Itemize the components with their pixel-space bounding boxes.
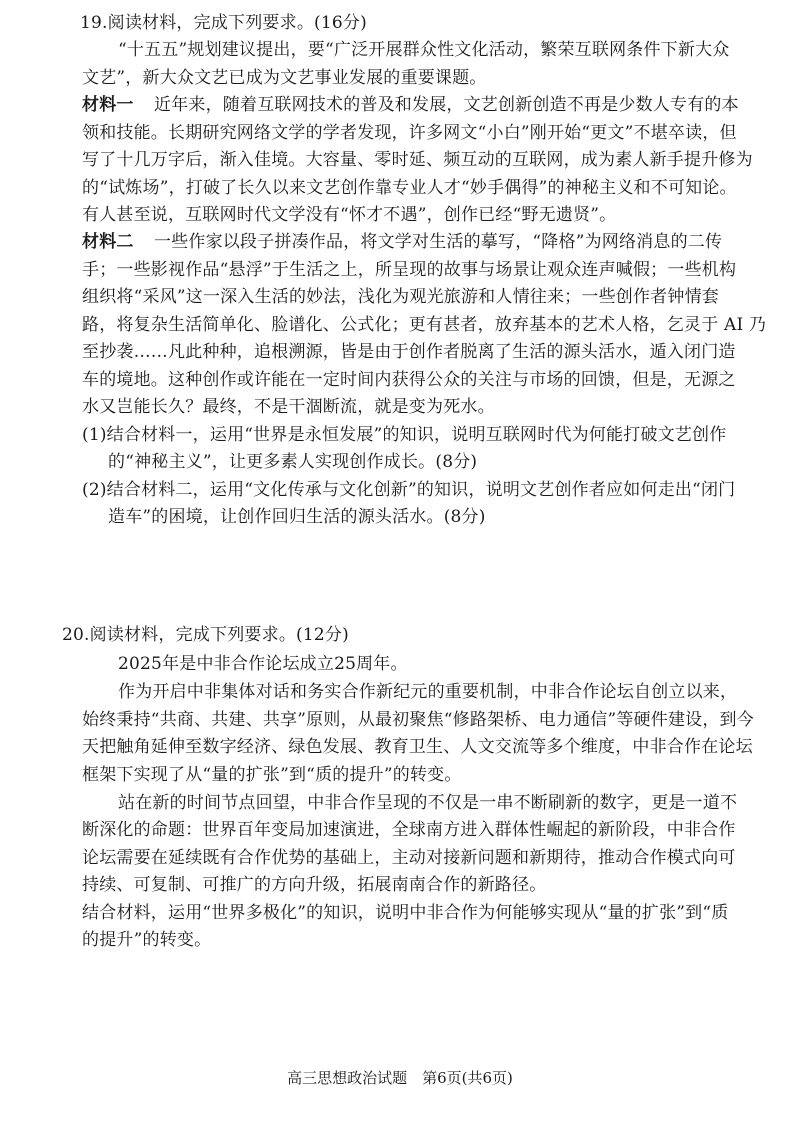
q19-material-2-line-7: 水又岂能长久？最终，不是干涸断流，就是变为死水。 [82, 397, 495, 417]
q19-material-2-line-3: 组织将“采风”这一深入生活的妙法，浅化为观光旅游和人情往来；一些创作者钟情套 [82, 287, 719, 307]
q20-paragraph-2-line-2: 始终秉持“共商、共建、共享”原则，从最初聚焦“修路架桥、电力通信”等硬件建设，到今 [82, 710, 754, 730]
q19-material-2-line-1: 一些作家以段子拼凑作品，将文学对生活的摹写，“降格”为网络消息的二传 [154, 232, 723, 252]
q19-material-1-line-3: 写了十几万字后，渐入佳境。大容量、零时延、频互动的互联网，成为素人新手提升修为 [82, 150, 753, 170]
q19-material-2-label: 材料二 [82, 232, 134, 252]
q20-task-line-1: 结合材料，运用“世界多极化”的知识，说明中非合作为何能够实现从“量的扩张”到“质 [82, 903, 729, 923]
q19-material-1-line-4: 的“试炼场”，打破了长久以来文艺创作靠专业人才“妙手偶得”的神秘主义和不可知论。 [82, 178, 737, 198]
q19-sub-question-2-line-1: (2)结合材料二，运用“文化传承与文化创新”的知识，说明文艺创作者应如何走出“闭门 [82, 480, 736, 500]
q20-paragraph-3-line-2: 断深化的命题：世界百年变局加速演进，全球南方进入群体性崛起的新阶段，中非合作 [82, 820, 736, 840]
q19-sub-question-1-line-2: 的“神秘主义”，让更多素人实现创作成长。(8分) [108, 452, 478, 472]
q19-header: 19.阅读材料，完成下列要求。(16分) [80, 13, 367, 33]
q19-intro-line-1: “十五五”规划建议提出，要“广泛开展群众性文化活动，繁荣互联网条件下新大众 [118, 40, 730, 60]
q19-sub-question-2-line-2: 造车”的困境，让创作回归生活的源头活水。(8分) [108, 507, 486, 527]
q20-paragraph-2-line-1: 作为开启中非集体对话和务实合作新纪元的重要机制，中非合作论坛自创立以来， [118, 682, 738, 702]
q20-paragraph-2-line-3: 天把触角延伸至数字经济、绿色发展、教育卫生、人文交流等多个维度，中非合作在论坛 [82, 737, 753, 757]
q19-sub-question-1-line-1: (1)结合材料一，运用“世界是永恒发展”的知识，说明互联网时代为何能打破文艺创作 [82, 425, 727, 445]
q19-material-2-line-5: 至抄袭……凡此种种，追根溯源，皆是由于创作者脱离了生活的源头活水，遁入闭门造 [82, 342, 736, 362]
q20-paragraph-2-line-4: 框架下实现了从“量的扩张”到“质的提升”的转变。 [82, 765, 462, 785]
q20-header: 20.阅读材料，完成下列要求。(12分) [62, 625, 349, 645]
q19-material-2-line-4: 路，将复杂生活简单化、脸谱化、公式化；更有甚者，放弃基本的艺术人格，乞灵于 AI 乃 [82, 315, 767, 335]
q20-paragraph-3-line-4: 持续、可复制、可推广的方向升级，拓展南南合作的新路径。 [82, 875, 547, 895]
q19-intro-line-2: 文艺”，新大众文艺已成为文艺事业发展的重要课题。 [82, 68, 487, 88]
q20-paragraph-3-line-1: 站在新的时间节点回望，中非合作呈现的不仅是一串不断刷新的数字，更是一道不 [118, 793, 738, 813]
page-footer: 高三思想政治试题 第6页(共6页) [287, 1069, 513, 1087]
q19-material-1-line-2: 领和技能。长期研究网络文学的学者发现，许多网文“小白”刚开始“更文”不堪卒读，但 [82, 123, 737, 143]
q20-task-line-2: 的提升”的转变。 [82, 930, 212, 950]
q20-paragraph-1: 2025年是中非合作论坛成立25周年。 [118, 654, 408, 674]
q20-paragraph-3-line-3: 论坛需要在延续既有合作优势的基础上，主动对接新问题和新期待，推动合作模式向可 [82, 848, 736, 868]
q19-material-2-line-6: 车的境地。这种创作或许能在一定时间内获得公众的关注与市场的回馈，但是，无源之 [82, 370, 736, 390]
q19-material-2-line-2: 手；一些影视作品“悬浮”于生活之上，所呈现的故事与场景让观众连声喊假；一些机构 [82, 260, 737, 280]
q19-material-1-line-5: 有人甚至说，互联网时代文学没有“怀才不遇”，创作已经“野无遗贤”。 [82, 205, 617, 225]
q19-material-1-label: 材料一 [82, 95, 134, 115]
q19-material-1-line-1: 近年来，随着互联网技术的普及和发展，文艺创新创造不再是少数人专有的本 [154, 95, 739, 115]
